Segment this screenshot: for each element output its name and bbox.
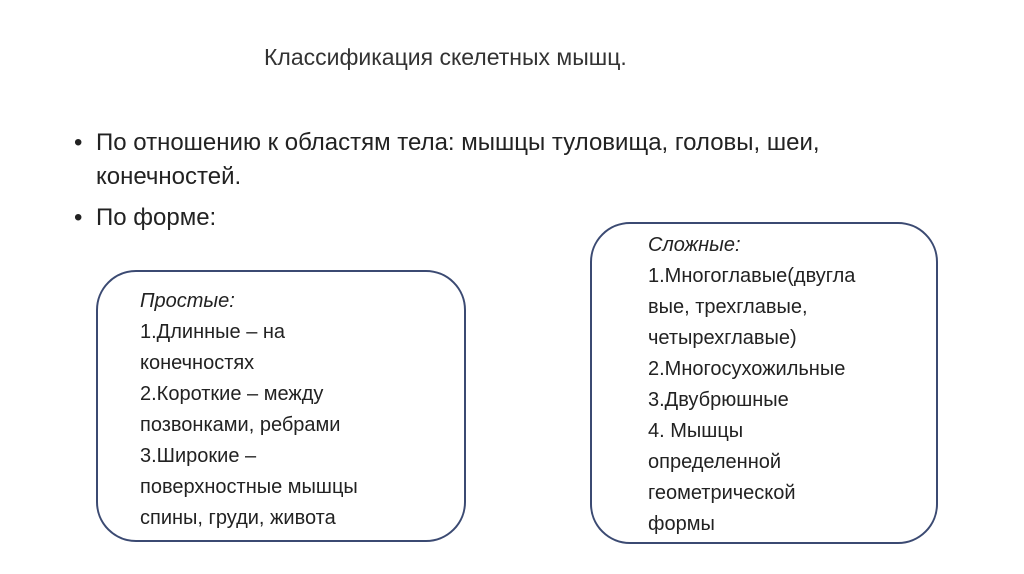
bullet-marker: • [74, 129, 83, 156]
simple-muscles-content [140, 286, 460, 534]
simple-muscles-line: позвонками, ребрами [140, 414, 341, 436]
complex-muscles-line: 1.Многоглавые(двугла [648, 265, 856, 287]
simple-muscles-line: 3.Широкие – [140, 445, 257, 467]
complex-muscles-content [648, 230, 928, 540]
complex-muscles-line: вые, трехглавые, [648, 296, 808, 318]
complex-muscles-line: 2.Многосухожильные [648, 358, 846, 380]
complex-muscles-line: формы [648, 513, 715, 535]
simple-muscles-heading: Простые: [140, 290, 235, 312]
complex-muscles-line: определенной [648, 451, 782, 473]
complex-muscles-line: 4. Мышцы [648, 420, 744, 442]
complex-muscles-box [590, 222, 938, 544]
simple-muscles-line: поверхностные мышцы [140, 476, 358, 498]
simple-muscles-line: конечностях [140, 352, 255, 374]
slide-title: Классификация скелетных мышц. [264, 44, 627, 70]
bullet-list [74, 126, 954, 235]
bullet-marker: • [74, 204, 83, 231]
complex-muscles-line: 3.Двубрюшные [648, 389, 789, 411]
complex-muscles-heading: Сложные: [648, 234, 741, 256]
bullet-text: По форме: [96, 204, 217, 231]
bullet-text: По отношению к областям тела: мышцы туловища, головы, шеи, конечностей. [96, 129, 820, 190]
complex-muscles-line: четырехглавые) [648, 327, 797, 349]
simple-muscles-line: 1.Длинные – на [140, 321, 286, 343]
simple-muscles-line: спины, груди, живота [140, 507, 336, 529]
simple-muscles-box [96, 270, 466, 542]
bullet-item-body-regions [74, 126, 954, 194]
simple-muscles-line: 2.Короткие – между [140, 383, 324, 405]
complex-muscles-line: геометрической [648, 482, 796, 504]
